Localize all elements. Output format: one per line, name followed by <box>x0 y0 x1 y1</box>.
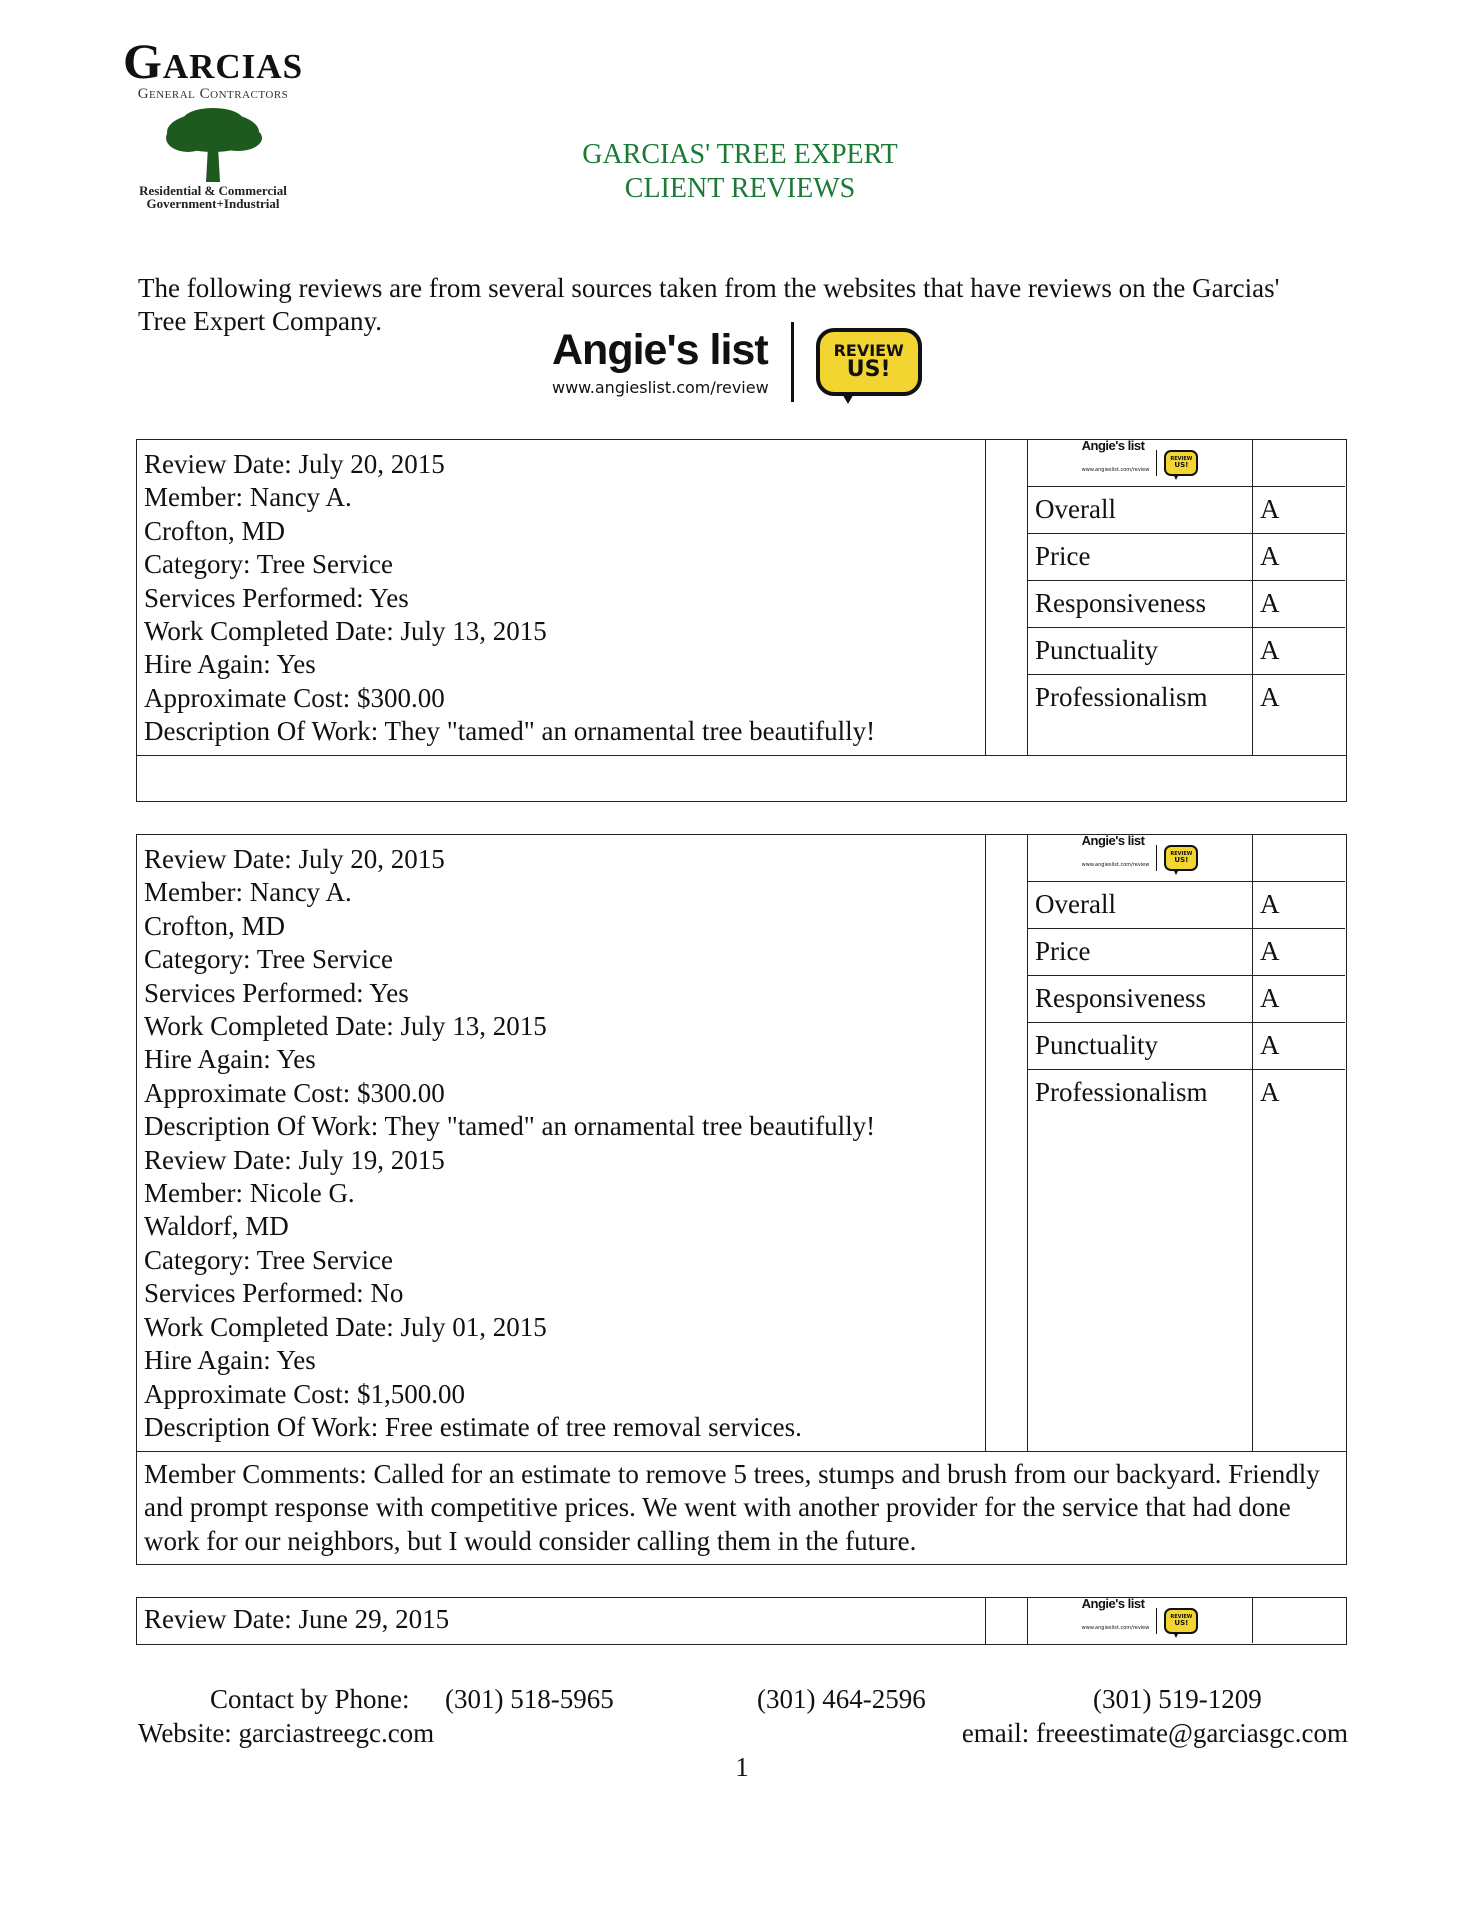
rating-row <box>1028 534 1345 581</box>
ratings-table <box>1028 440 1345 755</box>
badge-url: www.angieslist.com/review <box>1081 1624 1150 1631</box>
detail-line: Description Of Work: They "tamed" an ornamental tree beautifully! <box>144 1111 876 1142</box>
ratings-header-grade <box>1253 440 1345 486</box>
review-table <box>136 1597 1347 1645</box>
logo-brand: Garcias <box>122 33 304 89</box>
divider <box>1156 845 1157 871</box>
detail-line: Services Performed: Yes <box>144 977 409 1008</box>
bubble-line-1: REVIEW <box>833 341 904 360</box>
phone-number-3[interactable]: (301) 519-1209 <box>1093 1684 1262 1714</box>
angies-list-wordmark: Angie's list <box>552 325 768 374</box>
title-line-1: GARCIAS' TREE EXPERT <box>582 139 898 170</box>
ratings-header-cell <box>1028 835 1253 881</box>
phone-label: Contact by Phone: <box>210 1684 410 1714</box>
detail-line: Work Completed Date: July 13, 2015 <box>144 616 547 647</box>
detail-line: Member: Nicole G. <box>144 1178 355 1209</box>
rating-row <box>1028 1070 1345 1451</box>
ratings-header-row <box>1028 440 1345 487</box>
detail-line: Review Date: July 20, 2015 <box>144 449 445 479</box>
review-table <box>136 834 1347 1565</box>
rating-grade: A <box>1260 936 1280 966</box>
bubble-line-2: US! <box>1174 1618 1189 1627</box>
tree-icon <box>158 106 268 184</box>
rating-row <box>1028 882 1345 929</box>
rating-row <box>1028 1023 1345 1070</box>
spacer-column <box>986 440 1028 755</box>
rating-grade: A <box>1260 889 1280 919</box>
rating-row <box>1028 487 1345 534</box>
rating-label: Overall <box>1028 882 1253 928</box>
ratings-header-cell <box>1028 440 1253 486</box>
rating-row <box>1028 628 1345 675</box>
rating-grade: A <box>1260 682 1280 712</box>
rating-grade: A <box>1260 983 1280 1013</box>
detail-line: Approximate Cost: $300.00 <box>144 682 445 713</box>
divider <box>1156 450 1157 476</box>
rating-row <box>1028 976 1345 1023</box>
ratings-table <box>1028 835 1345 1451</box>
email-link[interactable]: email: freeestimate@garciasgc.com <box>961 1718 1348 1748</box>
detail-line: Crofton, MD <box>144 515 285 546</box>
review-details <box>137 835 986 1451</box>
bubble-line-2: US! <box>1174 856 1189 864</box>
intro-text: The following reviews are from several sources taken from the websites that have reviews on the Garcias' Tree Expert Company. <box>138 273 1280 336</box>
page-title <box>500 138 980 206</box>
badge-wordmark: Angie's list <box>1081 1595 1145 1611</box>
detail-line: Services Performed: No <box>144 1278 404 1309</box>
detail-line: Services Performed: Yes <box>144 582 409 613</box>
badge-wordmark: Angie's list <box>1081 438 1145 453</box>
spacer-column <box>986 835 1028 1451</box>
logo-subtitle: General Contractors <box>137 86 289 102</box>
angies-list-badge-icon <box>1082 439 1199 487</box>
rating-grade: A <box>1260 635 1280 665</box>
phone-number-2[interactable]: (301) 464-2596 <box>757 1684 926 1714</box>
logo-tagline-1: Residential & Commercial <box>139 183 287 198</box>
footer <box>138 1682 1348 1750</box>
bubble-line-1: REVIEW <box>1170 1613 1193 1620</box>
rating-grade: A <box>1260 1030 1280 1060</box>
rating-label: Responsiveness <box>1028 976 1253 1022</box>
rating-row <box>1028 929 1345 976</box>
detail-line: Hire Again: Yes <box>144 1044 316 1075</box>
detail-line: Approximate Cost: $300.00 <box>144 1077 445 1108</box>
title-line-2: CLIENT REVIEWS <box>624 173 856 204</box>
detail-line: Approximate Cost: $1,500.00 <box>144 1378 465 1409</box>
rating-label: Professionalism <box>1028 1070 1253 1451</box>
page-number: 1 <box>735 1752 749 1782</box>
rating-grade: A <box>1260 588 1280 618</box>
review-table <box>136 439 1347 802</box>
rating-row <box>1028 581 1345 628</box>
badge-url: www.angieslist.com/review <box>1081 862 1150 868</box>
detail-line: Category: Tree Service <box>144 1244 393 1275</box>
company-logo <box>113 33 313 213</box>
phone-number-1[interactable]: (301) 518-5965 <box>445 1684 614 1714</box>
ratings-header-cell <box>1028 1595 1253 1643</box>
detail-line: Description Of Work: They "tamed" an ornamental tree beautifully! <box>144 716 876 747</box>
detail-line: Review Date: June 29, 2015 <box>144 1604 450 1634</box>
logo-tagline-2: Government+Industrial <box>146 196 280 211</box>
detail-line: Member: Nancy A. <box>144 482 352 513</box>
detail-line: Hire Again: Yes <box>144 1345 316 1376</box>
ratings-table <box>1028 1595 1345 1644</box>
ratings-header-row <box>1028 1595 1345 1643</box>
bubble-line-1: REVIEW <box>1170 851 1193 857</box>
angies-list-banner <box>552 322 922 402</box>
rating-row <box>1028 675 1345 755</box>
badge-url: www.angieslist.com/review <box>1081 467 1150 473</box>
detail-line: Crofton, MD <box>144 910 285 941</box>
detail-line: Category: Tree Service <box>144 549 393 580</box>
rating-grade: A <box>1260 1077 1280 1107</box>
rating-grade: A <box>1260 541 1280 571</box>
rating-label: Punctuality <box>1028 628 1253 674</box>
review-details <box>137 440 986 755</box>
bubble-line-1: REVIEW <box>1170 456 1193 462</box>
website-link[interactable]: Website: garciastreegc.com <box>138 1718 435 1748</box>
divider <box>1156 1608 1157 1634</box>
rating-label: Punctuality <box>1028 1023 1253 1069</box>
review-details <box>137 1598 986 1644</box>
rating-label: Price <box>1028 534 1253 580</box>
member-comments <box>137 755 1346 801</box>
divider <box>791 322 794 402</box>
bubble-line-2: US! <box>846 357 891 382</box>
detail-line: Category: Tree Service <box>144 944 393 975</box>
angies-list-badge-icon <box>1082 834 1199 882</box>
ratings-header-grade <box>1253 835 1345 881</box>
detail-line: Description Of Work: Free estimate of tree removal services. <box>144 1411 802 1442</box>
rating-label: Price <box>1028 929 1253 975</box>
rating-label: Professionalism <box>1028 675 1253 755</box>
angies-list-badge-icon <box>1082 1597 1199 1645</box>
spacer-column <box>986 1598 1028 1644</box>
rating-label: Overall <box>1028 487 1253 533</box>
review-us-bubble-icon <box>1164 450 1198 476</box>
review-us-bubble-icon <box>816 328 922 396</box>
ratings-header-grade <box>1253 1598 1345 1643</box>
rating-label: Responsiveness <box>1028 581 1253 627</box>
rating-grade: A <box>1260 494 1280 524</box>
review-us-bubble-icon <box>1164 845 1198 871</box>
detail-line: Waldorf, MD <box>144 1211 289 1242</box>
bubble-line-2: US! <box>1174 461 1189 469</box>
member-comments: Member Comments: Called for an estimate to remove 5 trees, stumps and brush from our backyard. Friendly and prompt response with competitive prices. We went with another provider for the service that had done work for our neighbors, but I would consider calling them in the future. <box>137 1451 1346 1564</box>
detail-line: Hire Again: Yes <box>144 649 316 680</box>
ratings-header-row <box>1028 835 1345 882</box>
detail-line: Review Date: July 20, 2015 <box>144 844 445 874</box>
detail-line: Work Completed Date: July 01, 2015 <box>144 1311 547 1342</box>
detail-line: Work Completed Date: July 13, 2015 <box>144 1011 547 1042</box>
angies-list-url: www.angieslist.com/review <box>552 377 769 397</box>
detail-line: Review Date: July 19, 2015 <box>144 1144 445 1175</box>
badge-wordmark: Angie's list <box>1081 833 1145 848</box>
detail-line: Member: Nancy A. <box>144 877 352 908</box>
review-us-bubble-icon <box>1164 1608 1198 1634</box>
